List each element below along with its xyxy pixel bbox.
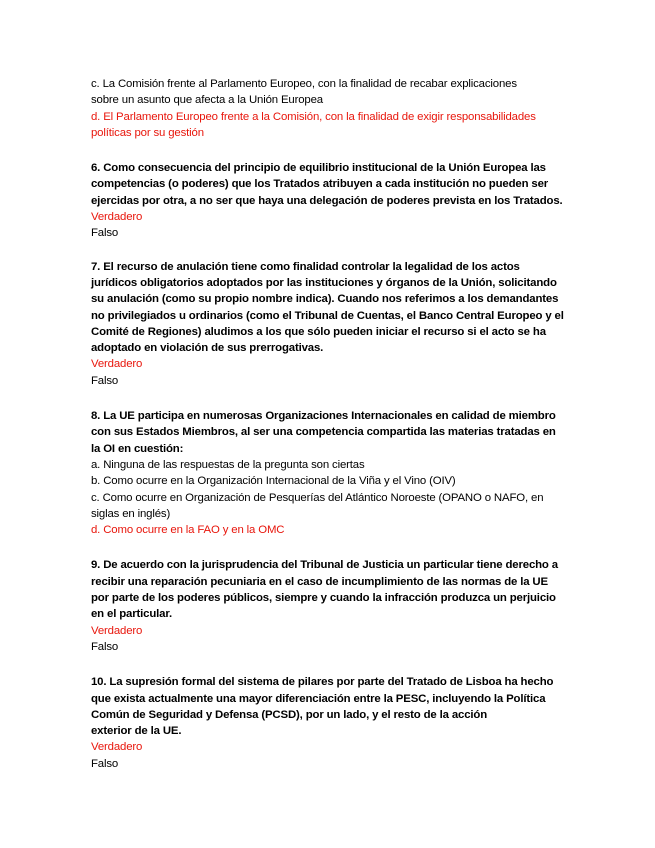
q9-question-text bbox=[91, 557, 571, 622]
q9-option-true-correct: Verdadero bbox=[91, 624, 143, 637]
spacer bbox=[91, 655, 571, 674]
q9-question-line: por parte de los poderes públicos, siempre y cuando la infracción produzca un perjuicio bbox=[91, 592, 556, 605]
q9-option-false: Falso bbox=[91, 640, 119, 653]
q5-option-c bbox=[91, 76, 571, 109]
q5-option-d-line: políticas por su gestión bbox=[91, 126, 204, 139]
q6-option-false: Falso bbox=[91, 227, 119, 240]
q7-option-true-correct: Verdadero bbox=[91, 358, 143, 371]
q9-question-line: en el particular. bbox=[91, 608, 173, 621]
q8-option-c-line: siglas en inglés) bbox=[91, 507, 171, 520]
q10-option-true-correct: Verdadero bbox=[91, 741, 143, 754]
q9-question-line: recibir una reparación pecuniaria en el caso de incumplimiento de las normas de la UE bbox=[91, 575, 548, 588]
exam-document bbox=[91, 76, 571, 772]
q8-option-c-line: c. Como ocurre en Organización de Pesquerías del Atlántico Noroeste (OPANO o NAFO, en bbox=[91, 491, 544, 504]
q7-question-line: jurídicos obligatorios adoptados por las instituciones y órganos de la Unión, solicitando bbox=[91, 276, 557, 289]
question-10 bbox=[91, 674, 571, 772]
q6-question-line: 6. Como consecuencia del principio de equilibrio institucional de la Unión Europea las bbox=[91, 162, 546, 175]
q6-question-text bbox=[91, 160, 571, 209]
q8-question-line: con sus Estados Miembros, al ser una competencia compartida las materias tratadas en bbox=[91, 426, 556, 439]
q8-option-b: b. Como ocurre en la Organización Internacional de la Viña y el Vino (OIV) bbox=[91, 475, 456, 488]
spacer bbox=[91, 389, 571, 408]
q7-question-line: Comité de Regiones) aludimos a los que sólo pueden iniciar el recurso si el acto se ha bbox=[91, 325, 546, 338]
q9-question-line: 9. De acuerdo con la jurisprudencia del Tribunal de Justicia un particular tiene derecho a bbox=[91, 559, 558, 572]
q7-question-line: adoptado en violación de sus prerrogativas. bbox=[91, 342, 324, 355]
q8-option-d-correct: d. Como ocurre en la FAO y en la OMC bbox=[91, 524, 285, 537]
q5-option-d-line: d. El Parlamento Europeo frente a la Comisión, con la finalidad de exigir responsabilidades bbox=[91, 110, 536, 123]
q8-question-line: 8. La UE participa en numerosas Organizaciones Internacionales en calidad de miembro bbox=[91, 410, 556, 423]
q7-question-line: 7. El recurso de anulación tiene como finalidad controlar la legalidad de los actos bbox=[91, 260, 520, 273]
q7-question-line: su anulación (como su propio nombre indica). Cuando nos referimos a los demandantes bbox=[91, 293, 559, 306]
question-8 bbox=[91, 408, 571, 538]
spacer bbox=[91, 242, 571, 259]
q8-question-line: la OI en cuestión: bbox=[91, 442, 184, 455]
spacer bbox=[91, 538, 571, 557]
question-9 bbox=[91, 557, 571, 655]
q7-question-text bbox=[91, 259, 571, 357]
q10-question-line: que exista actualmente una mayor diferenciación entre la PESC, incluyendo la Política bbox=[91, 692, 546, 705]
q10-question-line: exterior de la UE. bbox=[91, 725, 182, 738]
q8-option-a: a. Ninguna de las respuestas de la pregunta son ciertas bbox=[91, 458, 365, 471]
q10-question-line: 10. La supresión formal del sistema de pilares por parte del Tratado de Lisboa ha hecho bbox=[91, 676, 554, 689]
q6-option-true-correct: Verdadero bbox=[91, 211, 143, 224]
q5-option-d-correct bbox=[91, 109, 571, 142]
q6-question-line: competencias (o poderes) que los Tratados atribuyen a cada institución no pueden ser bbox=[91, 178, 549, 191]
q5-option-c-line: sobre un asunto que afecta a la Unión Europea bbox=[91, 94, 323, 107]
q7-option-false: Falso bbox=[91, 374, 119, 387]
q8-option-c bbox=[91, 490, 571, 523]
q6-question-line: ejercidas por otra, a no ser que haya una delegación de poderes prevista en los Tratados. bbox=[91, 194, 563, 207]
q5-option-c-line: c. La Comisión frente al Parlamento Europeo, con la finalidad de recabar explicaciones bbox=[91, 78, 517, 90]
question-7 bbox=[91, 259, 571, 389]
question-6 bbox=[91, 160, 571, 241]
q7-question-line: no privilegiados u ordinarios (como el Tribunal de Cuentas, el Banco Central Europeo y el bbox=[91, 309, 564, 322]
spacer bbox=[91, 141, 571, 160]
q10-question-text bbox=[91, 674, 571, 739]
q10-question-line: Común de Seguridad y Defensa (PCSD), por un lado, y el resto de la acción bbox=[91, 708, 488, 721]
q8-question-text bbox=[91, 408, 571, 457]
q10-option-false: Falso bbox=[91, 757, 119, 770]
